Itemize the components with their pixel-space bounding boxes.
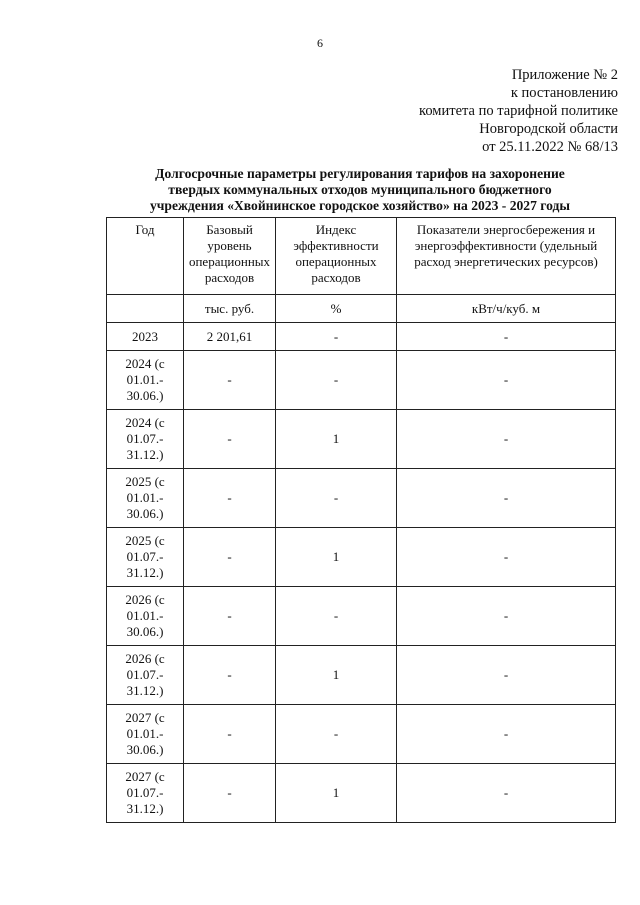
unit-efficiency-index: % xyxy=(276,295,397,323)
cell-year: 2027 (с 01.07.- 31.12.) xyxy=(107,764,184,823)
cell-year: 2024 (с 01.01.- 30.06.) xyxy=(107,351,184,410)
cell-efficiency-index: 1 xyxy=(276,764,397,823)
cell-base-level: - xyxy=(184,351,276,410)
table-row xyxy=(107,351,616,410)
header-efficiency-index: Индекс эффективности операционных расходов xyxy=(276,218,397,295)
cell-energy-indicator: - xyxy=(397,469,616,528)
cell-year: 2024 (с 01.07.- 31.12.) xyxy=(107,410,184,469)
table-units-row xyxy=(107,295,616,323)
table-row xyxy=(107,469,616,528)
cell-year: 2026 (с 01.07.- 31.12.) xyxy=(107,646,184,705)
cell-base-level: - xyxy=(184,587,276,646)
header-year: Год xyxy=(107,218,184,295)
table-row xyxy=(107,764,616,823)
cell-base-level: - xyxy=(184,469,276,528)
cell-base-level: - xyxy=(184,528,276,587)
document-title xyxy=(106,166,614,214)
table-row xyxy=(107,587,616,646)
header-base-level: Базовый уровень операционных расходов xyxy=(184,218,276,295)
unit-base-level: тыс. руб. xyxy=(184,295,276,323)
title-line: Долгосрочные параметры регулирования тарифов на захоронение xyxy=(155,166,565,181)
cell-efficiency-index: 1 xyxy=(276,410,397,469)
cell-energy-indicator: - xyxy=(397,705,616,764)
table-row xyxy=(107,705,616,764)
cell-base-level: - xyxy=(184,705,276,764)
table-row xyxy=(107,410,616,469)
cell-year: 2025 (с 01.07.- 31.12.) xyxy=(107,528,184,587)
header-energy-indicators: Показатели энергосбережения и энергоэффективности (удельный расход энергетических ресурсов) xyxy=(397,218,616,295)
cell-energy-indicator: - xyxy=(397,587,616,646)
table-row xyxy=(107,528,616,587)
cell-year: 2023 xyxy=(107,323,184,351)
cell-energy-indicator: - xyxy=(397,646,616,705)
appendix-line: Новгородской области xyxy=(479,121,618,137)
title-line: твердых коммунальных отходов муниципального бюджетного xyxy=(168,182,552,197)
appendix-line: комитета по тарифной политике xyxy=(419,103,618,119)
cell-efficiency-index: 1 xyxy=(276,528,397,587)
cell-year: 2025 (с 01.01.- 30.06.) xyxy=(107,469,184,528)
cell-year: 2027 (с 01.01.- 30.06.) xyxy=(107,705,184,764)
cell-base-level: - xyxy=(184,646,276,705)
cell-efficiency-index: 1 xyxy=(276,646,397,705)
cell-energy-indicator: - xyxy=(397,351,616,410)
cell-efficiency-index: - xyxy=(276,351,397,410)
cell-energy-indicator: - xyxy=(397,764,616,823)
table-row xyxy=(107,646,616,705)
cell-efficiency-index: - xyxy=(276,705,397,764)
unit-energy-indicators: кВт/ч/куб. м xyxy=(397,295,616,323)
parameters-table xyxy=(106,217,616,823)
cell-base-level: 2 201,61 xyxy=(184,323,276,351)
page-number: 6 xyxy=(317,36,323,50)
cell-year: 2026 (с 01.01.- 30.06.) xyxy=(107,587,184,646)
cell-efficiency-index: - xyxy=(276,323,397,351)
cell-base-level: - xyxy=(184,764,276,823)
appendix-line: к постановлению xyxy=(510,85,618,101)
cell-efficiency-index: - xyxy=(276,469,397,528)
unit-year xyxy=(107,295,184,323)
cell-energy-indicator: - xyxy=(397,528,616,587)
cell-base-level: - xyxy=(184,410,276,469)
appendix-line: Приложение № 2 xyxy=(511,67,618,83)
cell-efficiency-index: - xyxy=(276,587,397,646)
cell-energy-indicator: - xyxy=(397,410,616,469)
appendix-line: от 25.11.2022 № 68/13 xyxy=(482,139,618,155)
appendix-block xyxy=(419,66,618,156)
table-row xyxy=(107,323,616,351)
title-line: учреждения «Хвойнинское городское хозяйство» на 2023 - 2027 годы xyxy=(149,198,571,213)
table-header-row xyxy=(107,218,616,295)
cell-energy-indicator: - xyxy=(397,323,616,351)
